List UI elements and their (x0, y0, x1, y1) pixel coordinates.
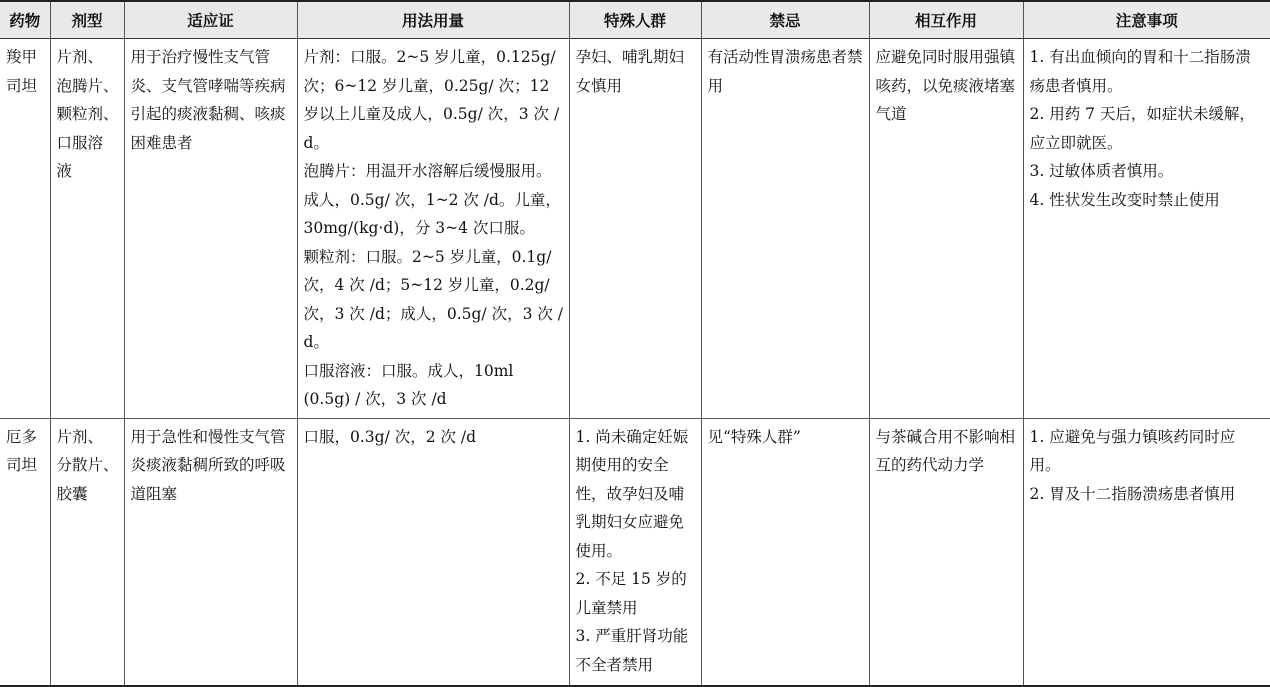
special-population-cell: 1. 尚未确定妊娠期使用的安全性，故孕妇及哺乳期妇女应避免使用。 2. 不足 15 岁的儿童禁用 3. 严重肝肾功能不全者禁用 (569, 418, 701, 686)
header-form: 剂型 (50, 1, 124, 39)
special-population-cell: 孕妇、哺乳期妇女慎用 (569, 39, 701, 419)
dosage-form-cell: 片剂、 泡腾片、 颗粒剂、 口服溶 液 (50, 39, 124, 419)
table-row (0, 418, 1270, 686)
interaction-cell: 应避免同时服用强镇咳药，以免痰液堵塞气道 (869, 39, 1023, 419)
contraindication-cell: 有活动性胃溃疡患者禁用 (701, 39, 869, 419)
table-row (0, 39, 1270, 419)
indication-cell: 用于治疗慢性支气管炎、支气管哮喘等疾病引起的痰液黏稠、咳痰困难患者 (124, 39, 297, 419)
dosage-cell: 口服，0.3g/ 次，2 次 /d (297, 418, 569, 686)
dosage-cell: 片剂：口服。2~5 岁儿童，0.125g/次；6~12 岁儿童，0.25g/ 次；12 岁以上儿童及成人，0.5g/ 次，3 次 /d。 泡腾片：用温开水溶解后缓慢服用。成人，0.5g/ 次，1~2 次 /d。儿童，30mg/(kg·d)，分 3~4 次口服。 颗粒剂：口服。2~5 岁儿童，0.1g/ 次，4 次 /d；5~12 岁儿童，0.2g/ 次，3 次 /d；成人，0.5g/ 次，3 次 /d。 口服溶液：口服。成人，10ml (0.5g) / 次，3 次 /d (297, 39, 569, 419)
header-indication: 适应证 (124, 1, 297, 39)
notes-cell: 1. 应避免与强力镇咳药同时应用。 2. 胃及十二指肠溃疡患者慎用 (1023, 418, 1270, 686)
header-drug: 药物 (0, 1, 50, 39)
notes-cell: 1. 有出血倾向的胃和十二指肠溃疡患者慎用。 2. 用药 7 天后，如症状未缓解，应立即就医。 3. 过敏体质者慎用。 4. 性状发生改变时禁止使用 (1023, 39, 1270, 419)
table-header-row (0, 1, 1270, 39)
header-interaction: 相互作用 (869, 1, 1023, 39)
drug-name-cell: 羧甲 司坦 (0, 39, 50, 419)
header-contraindication: 禁忌 (701, 1, 869, 39)
header-special-population: 特殊人群 (569, 1, 701, 39)
header-notes: 注意事项 (1023, 1, 1270, 39)
interaction-cell: 与茶碱合用不影响相互的药代动力学 (869, 418, 1023, 686)
contraindication-cell: 见“特殊人群” (701, 418, 869, 686)
indication-cell: 用于急性和慢性支气管炎痰液黏稠所致的呼吸道阻塞 (124, 418, 297, 686)
dosage-form-cell: 片剂、 分散片、 胶囊 (50, 418, 124, 686)
header-dosage: 用法用量 (297, 1, 569, 39)
drug-name-cell: 厄多 司坦 (0, 418, 50, 686)
